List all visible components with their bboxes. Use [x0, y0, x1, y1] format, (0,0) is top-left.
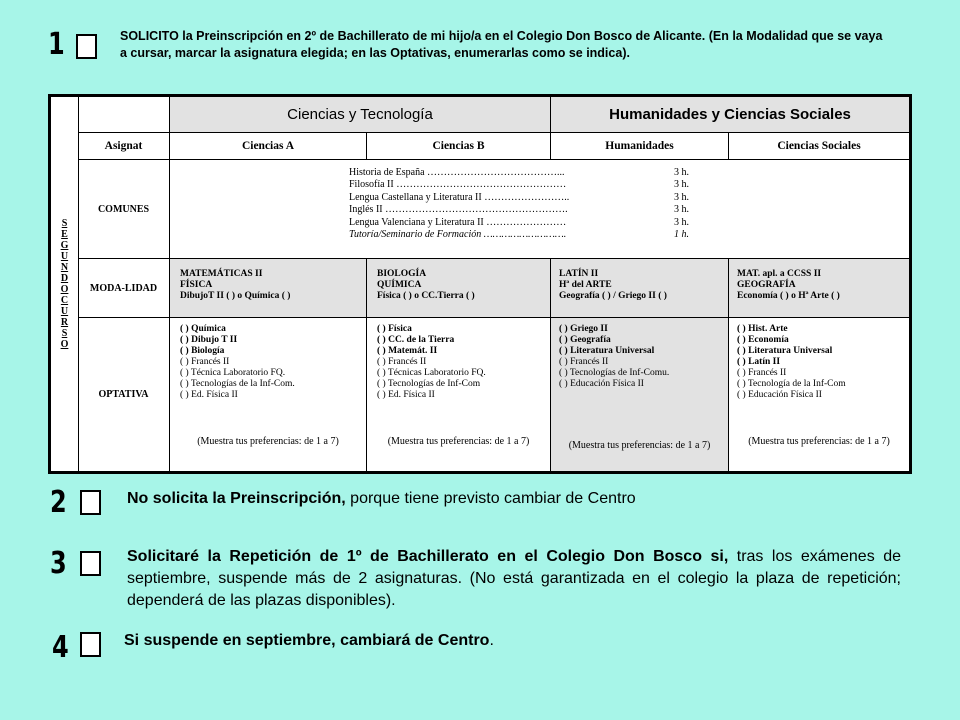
option-3-number: 3 [50, 546, 67, 581]
optativa-item: ( ) Tecnologías de Inf-Comu. [559, 368, 670, 378]
option-1-text: SOLICITO la Preinscripción en 2º de Bachillerato de mi hijo/a en el Colegio Don Bosco de Alicante. (En la Modalidad que se vaya a cursar, marcar la asignatura elegida; en las Optativas, enumerarlas como se indica). [120, 29, 883, 60]
modalidad-line: Geografía ( ) / Griego II ( ) [559, 291, 667, 301]
row-label-modalidad: MODA-LIDAD [78, 259, 170, 318]
optativa-item: ( ) Ed. Física II [180, 390, 238, 400]
modalidad-ciencias-b [367, 259, 551, 318]
optativa-item: ( ) Técnica Laboratorio FQ. [180, 368, 286, 378]
optativa-humanidades [551, 318, 729, 471]
comunes-item: Tutoría/Seminario de Formación ………………………. 1 h. [349, 229, 689, 241]
modalidad-line: BIOLOGÍA [377, 269, 427, 279]
optativa-item: ( ) Biología [180, 346, 225, 356]
optativa-item: ( ) Francés II [737, 368, 787, 378]
header-humanidades-label: Humanidades y Ciencias Sociales [609, 106, 851, 123]
modalidad-line: MAT. apl. a CCSS II [737, 269, 822, 279]
modalidad-line: MATEMÁTICAS II [180, 269, 263, 279]
optativa-item: ( ) Tecnologías de Inf-Com [377, 379, 481, 389]
subheader-asignat: Asignat [78, 133, 170, 160]
option-3-text: Solicitaré la Repetición de 1º de Bachillerato en el Colegio Don Bosco si, tras los exámenes de septiembre, suspende más de 2 asignaturas. (No está garantizada en el colegio la plaza de repetición; dependerá de las plazas disponibles). [127, 548, 901, 609]
optativa-item: ( ) Tecnología de la Inf-Com [737, 379, 846, 389]
optativa-item: ( ) Física [377, 324, 412, 334]
comunes-item: Lengua Valenciana y Literatura II …………………… 3 h. [349, 216, 689, 228]
subjects-table [48, 94, 912, 474]
row-label-comunes: COMUNES [78, 160, 170, 259]
comunes-list [349, 167, 689, 241]
option-1-number: 1 [48, 27, 65, 62]
option-2-checkbox[interactable] [80, 490, 101, 515]
comunes-item: Historia de España …………………………………... 3 h. [349, 167, 689, 178]
optativa-item: ( ) Francés II [377, 357, 427, 367]
side-label [51, 97, 79, 471]
option-1-checkbox[interactable] [76, 34, 97, 59]
row-label-optativa: OPTATIVA [78, 318, 170, 471]
option-4-checkbox[interactable] [80, 632, 101, 657]
side-label-text: SEGUNDO CURSO [60, 218, 69, 350]
modalidad-line: GEOGRAFÍA [737, 280, 796, 290]
optativa-ciencias-b [367, 318, 551, 471]
modalidad-line: LATÍN II [559, 269, 599, 279]
optativa-item: ( ) CC. de la Tierra [377, 335, 455, 345]
header-ciencias-tecnologia-label: Ciencias y Tecnología [287, 106, 433, 123]
optativa-item: ( ) Latín II [737, 357, 781, 367]
subheader-ciencias-a: Ciencias A [170, 133, 367, 160]
comunes-item: Filosofía II …………………………………………… 3 h. [349, 179, 689, 191]
modalidad-humanidades [551, 259, 729, 318]
preferences-note: (Muestra tus preferencias: de 1 a 7) [568, 440, 711, 451]
option-2-text: No solicita la Preinscripción, porque tiene previsto cambiar de Centro [127, 490, 636, 507]
optativa-item: ( ) Francés II [180, 357, 230, 367]
option-2-number: 2 [50, 485, 67, 520]
optativa-item: ( ) Educación Física II [559, 379, 644, 389]
header-blank [78, 97, 170, 133]
header-ciencias-tecnologia [170, 97, 551, 133]
option-4-number: 4 [52, 630, 69, 665]
optativa-item: ( ) Química [180, 324, 226, 334]
option-4-text: Si suspende en septiembre, cambiará de Centro. [124, 632, 494, 649]
optativa-item: ( ) Educación Física II [737, 390, 822, 400]
subheader-ciencias-b: Ciencias B [367, 133, 551, 160]
preferences-note: (Muestra tus preferencias: de 1 a 7) [197, 436, 339, 447]
preferences-note: (Muestra tus preferencias: de 1 a 7) [748, 436, 890, 447]
optativa-item: ( ) Geografía [559, 335, 611, 345]
optativa-item: ( ) Técnicas Laboratorio FQ. [377, 368, 486, 378]
optativa-item: ( ) Economía [737, 335, 789, 345]
modalidad-line: Hª del ARTE [559, 280, 612, 290]
optativa-item: ( ) Francés II [559, 357, 609, 367]
optativa-item: ( ) Hist. Arte [737, 324, 788, 334]
optativa-item: ( ) Griego II [559, 324, 608, 334]
optativa-item: ( ) Matemát. II [377, 346, 438, 356]
modalidad-ciencias-a [170, 259, 367, 318]
optativa-item: ( ) Literatura Universal [737, 346, 833, 356]
modalidad-line: QUÍMICA [377, 280, 422, 290]
comunes-item: Inglés II ………………………………………………. 3 h. [349, 204, 689, 216]
optativa-item: ( ) Tecnologías de la Inf-Com. [180, 379, 295, 389]
modalidad-line: Física ( ) o CC.Tierra ( ) [377, 291, 475, 301]
modalidad-line: FÍSICA [180, 280, 213, 290]
subheader-ciencias-sociales: Ciencias Sociales [729, 133, 909, 160]
subheader-humanidades: Humanidades [551, 133, 729, 160]
comunes-item: Lengua Castellana y Literatura II …………………….. 3 h. [349, 191, 689, 203]
option-3-checkbox[interactable] [80, 551, 101, 576]
modalidad-line: Economía ( ) o Hª Arte ( ) [737, 291, 840, 301]
header-humanidades [551, 97, 909, 133]
optativa-ciencias-a [170, 318, 367, 471]
modalidad-line: DibujoT II ( ) o Química ( ) [180, 291, 291, 301]
optativa-item: ( ) Ed. Física II [377, 390, 435, 400]
optativa-item: ( ) Literatura Universal [559, 346, 655, 356]
preferences-note: (Muestra tus preferencias: de 1 a 7) [387, 436, 530, 447]
optativa-item: ( ) Dibujo T II [180, 335, 238, 345]
modalidad-ciencias-sociales [729, 259, 909, 318]
optativa-ciencias-sociales [729, 318, 909, 471]
